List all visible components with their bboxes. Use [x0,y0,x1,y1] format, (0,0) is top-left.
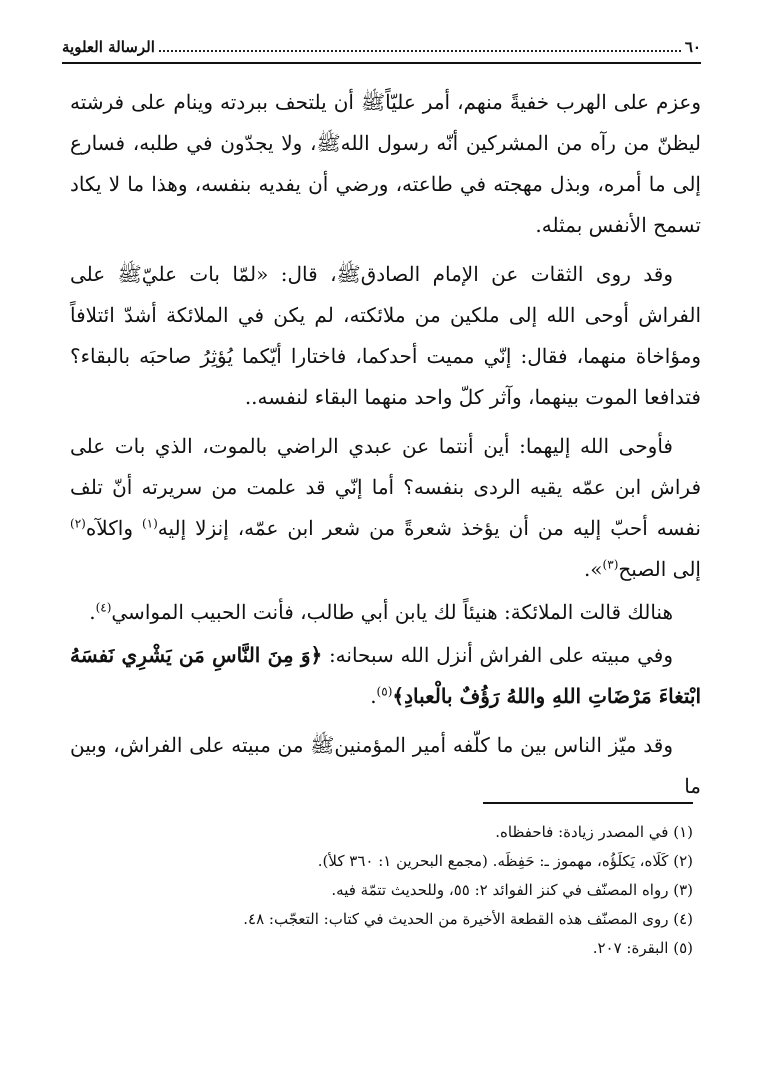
page-header [62,34,701,60]
paragraph-3-close: ». [583,557,603,581]
paragraph-3 [70,426,701,590]
paragraph-4-punct: . [89,600,96,624]
footnote-4: (٤) روى المصنّف هذه القطعة الأخيرة من الحديث في كتاب: التعجّب: ٤٨. [243,910,693,928]
footnote-ref-5: (٥) [376,684,393,699]
footnote-1: (١) في المصدر زيادة: فاحفظاه. [495,823,693,841]
footnotes [70,818,693,963]
paragraph-5 [70,635,701,717]
paragraph-6: وقد ميّز الناس بين ما كلّفه أمير المؤمنينﷺ من مبيته على الفراش، وبين ما [70,733,701,798]
paragraph-3-end: إلى الصبح [618,557,701,581]
book-title: الرسالة العلوية [62,38,155,56]
paragraph-1: وعزم على الهرب خفيةً منهم، أمر عليّاًﷺ أن يلتحف ببردته وينام على فرشته ليظنّ من رآه من المشركين أنّه رسول اللهﷺ، ولا يجدّون في طلبه، فسارع إلى ما أمره، وبذل مهجته في طاعته، ورضي أن يفديه بنفسه، وهذا ما لا يكاد تسمح الأنفس بمثله. [70,90,701,237]
paragraph-5-punct: . [370,684,377,708]
quran-verse: ﴿وَ مِنَ النَّاسِ مَن يَشْرِي نَفسَهُ ابْتغاءَ مَرْضَاتِ اللهِ واللهُ رَؤُفٌ بالْعبادِ﴾ [70,643,701,708]
footnote-separator [483,802,693,804]
main-text [70,82,701,807]
footnote-ref-1: (١) [141,516,158,531]
footnote-ref-4: (٤) [95,600,112,615]
header-dot-leader [159,38,681,52]
footnote-5: (٥) البقرة: ٢٠٧. [592,939,693,957]
paragraph-2: وقد روى الثقات عن الإمام الصادقﷺ، قال: «لمّا بات عليّﷺ على الفراش أوحى الله إلى ملكين من ملائكته، لم يكن في الملائكة أشدّ ائتلافاً ومؤاخاة منهما، فقال: إنّي مميت أحدكما، فاختارا أيّكما يُؤثِرُ صاحبَه بالبقاء؟ فتدافعا الموت بينهما، وآثر كلّ واحد منهما البقاء لنفسه.. [70,262,701,409]
paragraph-3-text: فأوحى الله إليهما: أين أنتما عن عبدي الراضي بالموت، الذي بات على فراش ابن عمّه يقيه الردى بنفسه؟ أما إنّي قد علمت من سريرته أنّ تلف نفسه أحبّ إليه من أن يؤخذ شعرةً من شعر ابن عمّه، إنزلا إليه [70,434,701,540]
footnote-ref-3: (٣) [602,557,619,572]
paragraph-5-text: وفي مبيته على الفراش أنزل الله سبحانه: [328,643,673,667]
paragraph-4 [70,592,701,633]
footnote-2: (٢) كَلَاه، يَكلَؤُه، مهموز ـ: حَفِظَه. (مجمع البحرين ١: ٣٦٠ كلأ). [317,852,693,870]
paragraph-3-mid: واكلآه [85,516,142,540]
page-number: ٦٠ [684,38,701,56]
paragraph-4-text: هنالك قالت الملائكة: هنيئاً لك يابن أبي طالب، فأنت الحبيب المواسي [111,600,673,624]
footnote-ref-2: (٢) [70,516,86,531]
header-rule [62,62,701,64]
footnote-3: (٣) رواه المصنّف في كنز الفوائد ٢: ٥٥، وللحديث تتمّة فيه. [331,881,693,899]
